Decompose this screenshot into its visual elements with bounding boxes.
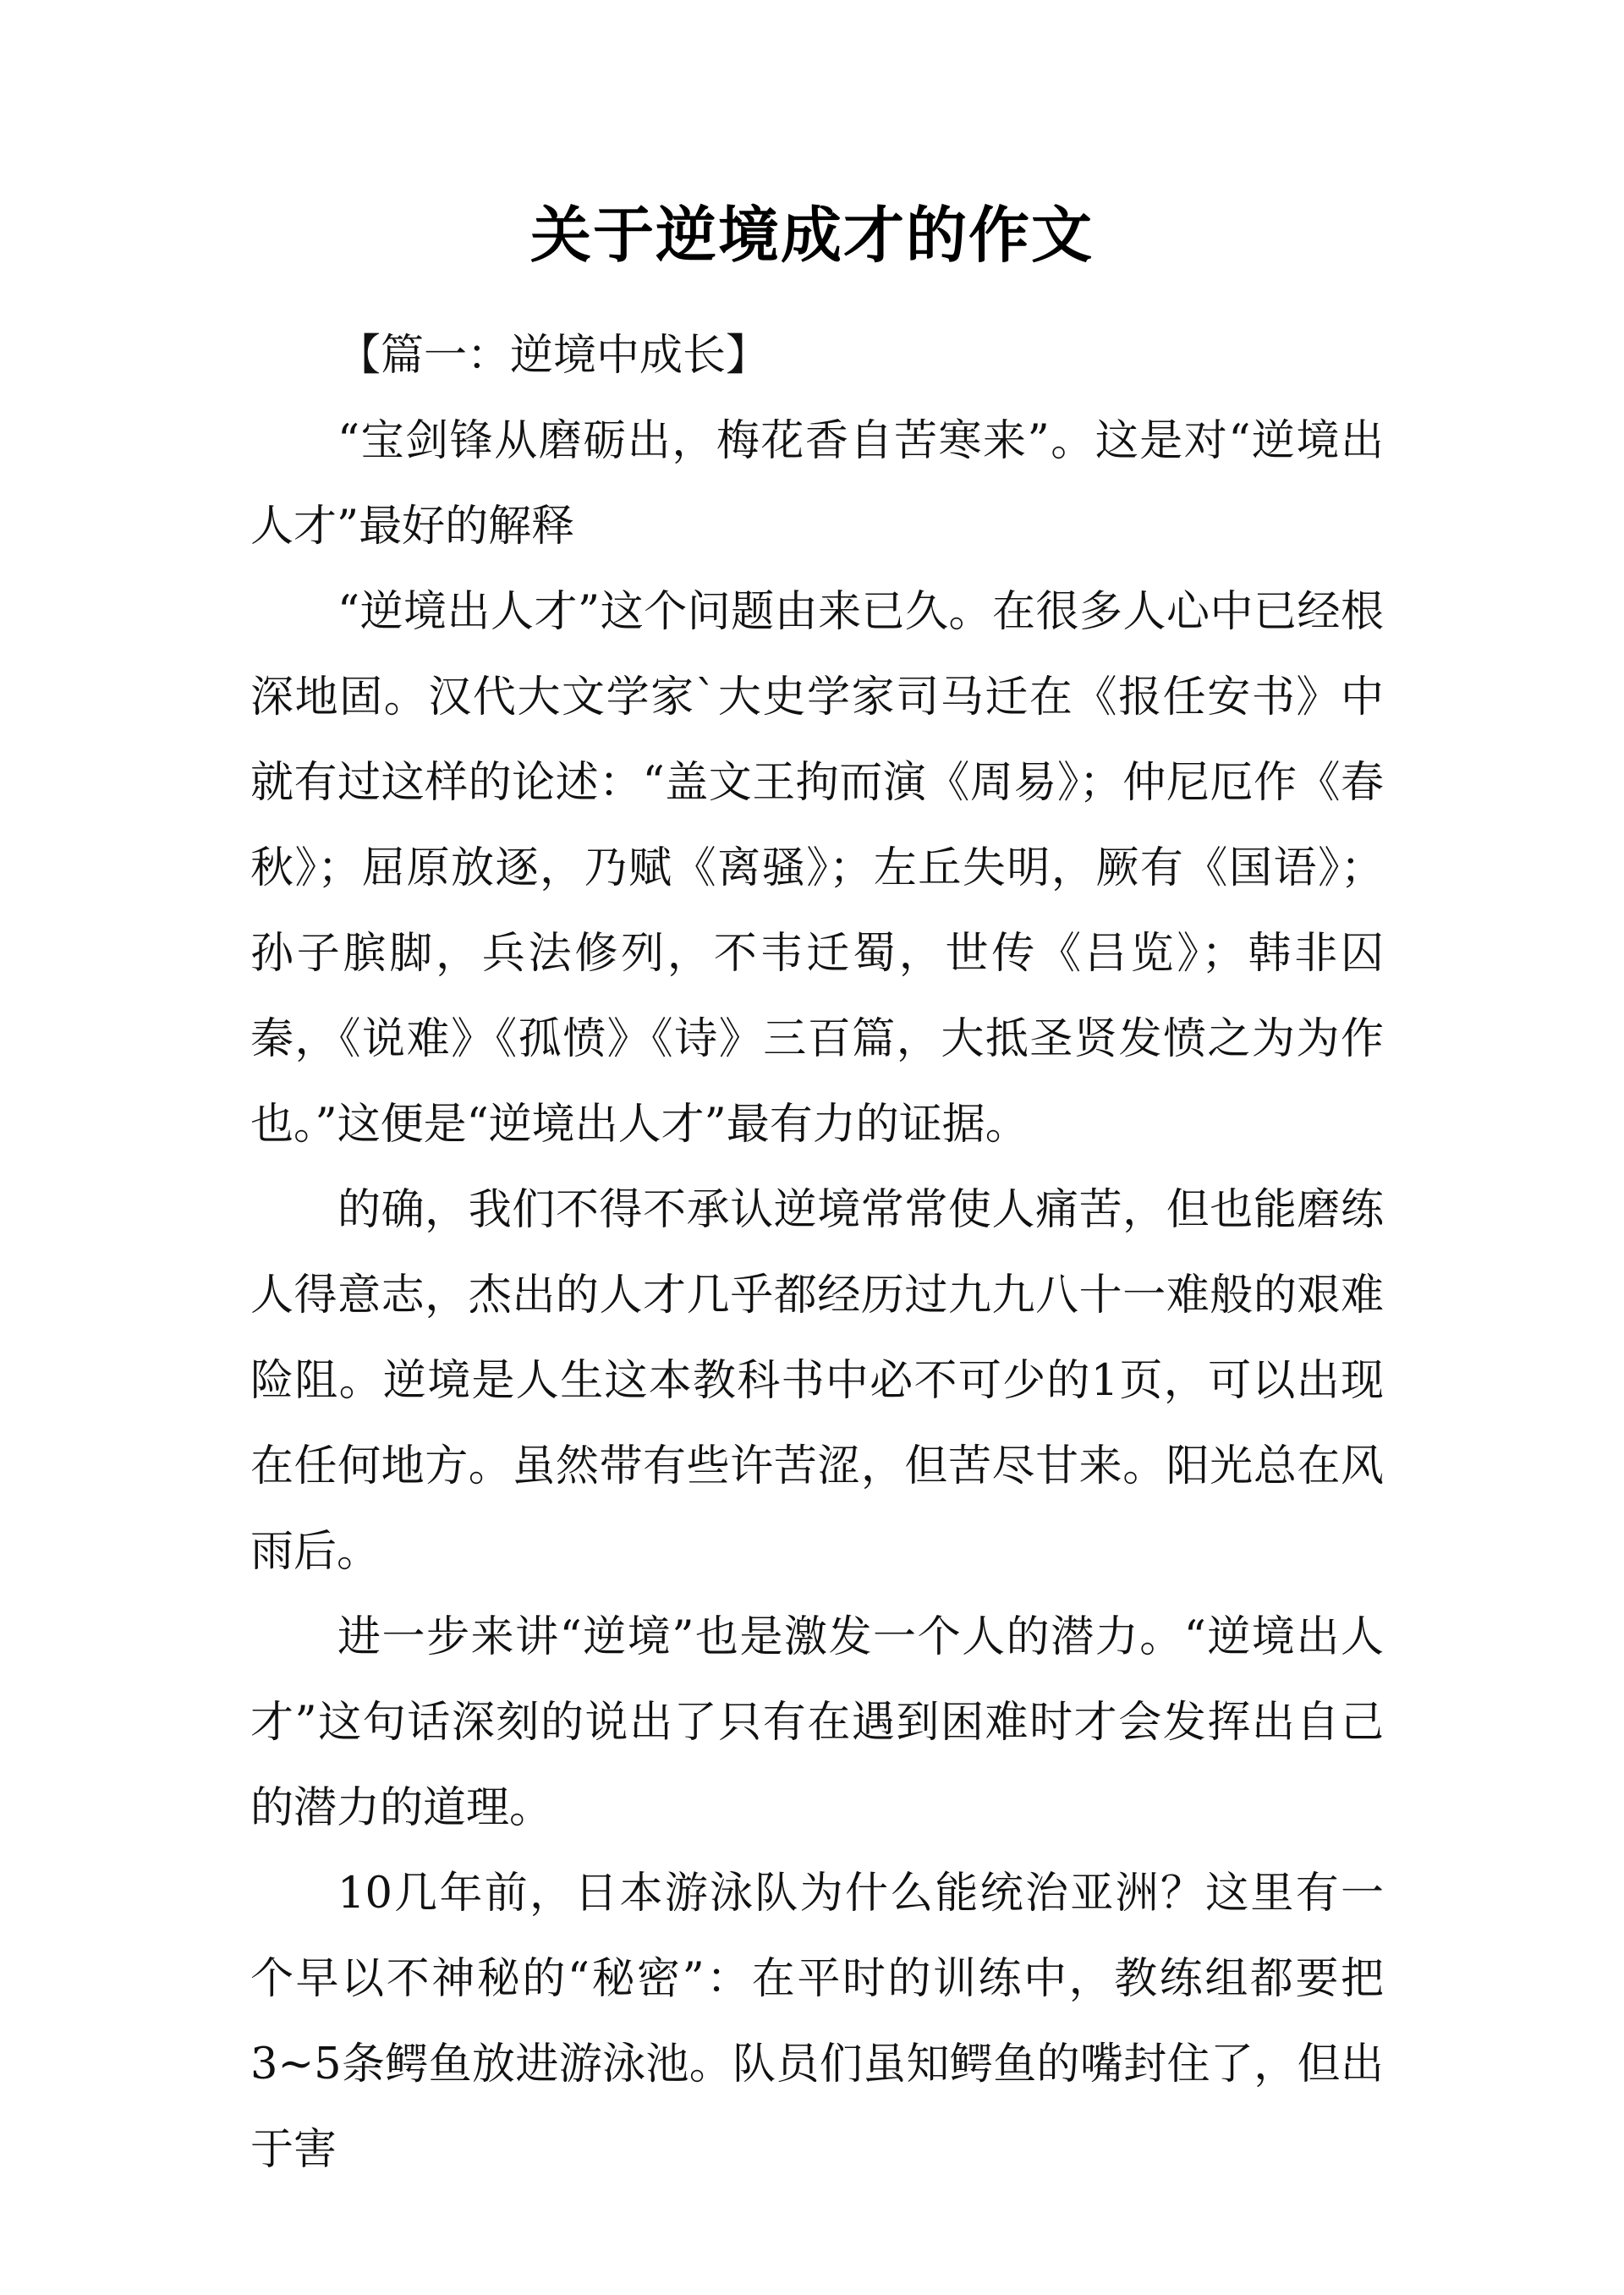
paragraph-1: “宝剑锋从磨砺出，梅花香自苦寒来”。这是对“逆境出人才”最好的解释 (250, 416, 1384, 552)
paragraph-2: “逆境出人才”这个问题由来已久。在很多人心中已经根深地固。汉代大文学家`大史学家司马迁在《报任安书》中就有过这样的论述：“盖文王拘而演《周易》；仲尼厄作《春秋》；屈原放逐，乃赋《离骚》；左丘失明，厥有《国语》；孙子膑脚，兵法修列，不韦迁蜀，世传《吕览》；韩非囚秦，《说难》《孤愤》《诗》三百篇，大抵圣贤发愤之为为作也。”这便是“逆境出人才”最有力的证据。 (250, 587, 1384, 1150)
document-body (250, 313, 1384, 2193)
section-header: 【篇一：逆境中成长】 (337, 331, 770, 381)
document-title: 关于逆境成才的作文 (529, 200, 1094, 271)
paragraph-4: 进一步来讲“逆境”也是激发一个人的潜力。“逆境出人才”这句话深刻的说出了只有在遇到困难时才会发挥出自己的潜力的道理。 (250, 1612, 1384, 1833)
paragraph-3: 的确，我们不得不承认逆境常常使人痛苦，但也能磨练人得意志，杰出的人才几乎都经历过九九八十一难般的艰难险阻。逆境是人生这本教科书中必不可少的1页，可以出现在任何地方。虽然带有些许苦涩，但苦尽甘来。阳光总在风雨后。 (250, 1185, 1384, 1577)
paragraph-5: 10几年前，日本游泳队为什么能统治亚洲？这里有一个早以不神秘的“秘密”：在平时的训练中，教练组都要把3~5条鳄鱼放进游泳池。队员们虽知鳄鱼的嘴封住了，但出于害 (250, 1869, 1384, 2175)
